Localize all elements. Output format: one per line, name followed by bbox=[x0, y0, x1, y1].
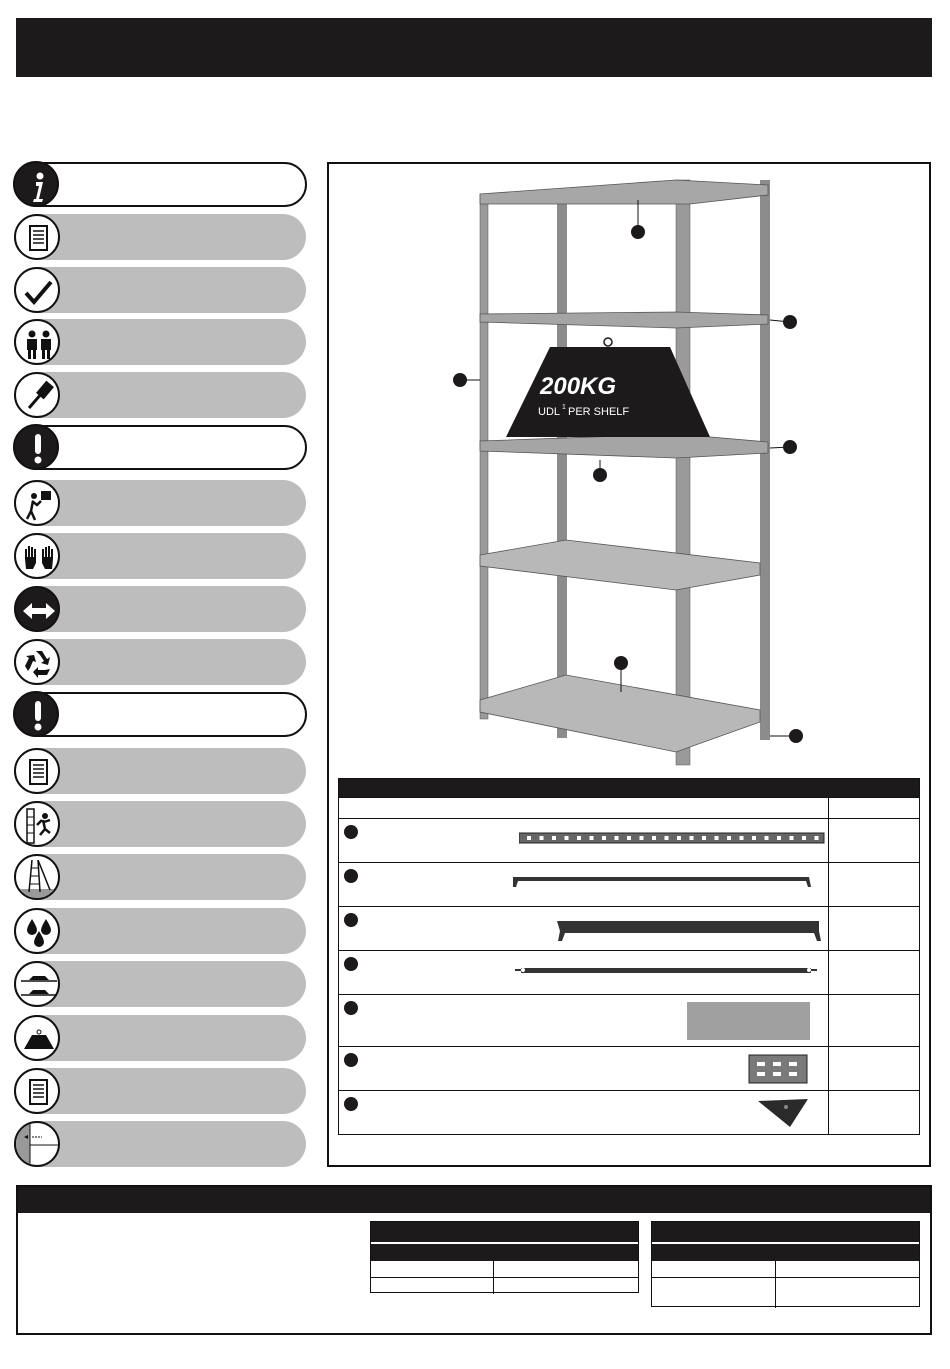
bottom-text bbox=[28, 1221, 348, 1321]
post-hole bbox=[715, 836, 719, 840]
sidebar-item-tools bbox=[14, 372, 306, 418]
post-hole bbox=[627, 836, 631, 840]
svg-text:1: 1 bbox=[562, 404, 566, 411]
page-title-bar bbox=[16, 18, 932, 77]
post-hole bbox=[690, 836, 694, 840]
long-beam-image bbox=[509, 873, 819, 895]
connector-image bbox=[747, 1053, 811, 1085]
shelving-illustration bbox=[440, 170, 810, 770]
callout-dot-1 bbox=[631, 225, 645, 239]
post-hole bbox=[540, 836, 544, 840]
table-row bbox=[339, 1046, 919, 1090]
shelf-top bbox=[480, 180, 768, 204]
sidebar-item-warning bbox=[14, 425, 307, 470]
callout-dot-5 bbox=[593, 468, 607, 482]
sidebar-item-moisture bbox=[14, 908, 306, 954]
centre-support-image bbox=[515, 963, 825, 979]
table-row bbox=[339, 994, 919, 1046]
post-hole bbox=[727, 836, 731, 840]
post-hole bbox=[790, 836, 794, 840]
post-hole bbox=[677, 836, 681, 840]
post-hole bbox=[552, 836, 556, 840]
shelf-2 bbox=[480, 312, 768, 328]
sidebar-item-wall-fixing bbox=[14, 1121, 306, 1167]
parts-table bbox=[338, 778, 920, 1135]
sidebar-item-recycle bbox=[14, 639, 306, 685]
recycle-icon bbox=[14, 639, 60, 685]
post-hole bbox=[590, 836, 594, 840]
weight-label: 200KG bbox=[540, 373, 617, 400]
sidebar-item-load-distribution bbox=[14, 961, 306, 1007]
water-drops-icon bbox=[14, 908, 60, 954]
document-icon bbox=[14, 214, 60, 260]
climbing-person-icon bbox=[14, 801, 60, 847]
post-hole bbox=[702, 836, 706, 840]
callout-dot-3 bbox=[453, 373, 467, 387]
sidebar-item-checklist bbox=[14, 267, 306, 313]
rubber-mallet-icon bbox=[14, 372, 60, 418]
spec-table-left bbox=[370, 1221, 639, 1293]
bottom-section-header bbox=[18, 1187, 930, 1213]
document-icon bbox=[14, 748, 60, 794]
post-hole bbox=[640, 836, 644, 840]
sidebar-item-two-person bbox=[14, 319, 306, 365]
gloves-icon bbox=[14, 533, 60, 579]
post-hole bbox=[665, 836, 669, 840]
post-hole bbox=[577, 836, 581, 840]
per-shelf-label: PER SHELF bbox=[568, 406, 630, 418]
callout-dot-6 bbox=[614, 656, 628, 670]
table-row bbox=[339, 862, 919, 906]
info-icon bbox=[13, 161, 59, 207]
shelf-5 bbox=[480, 675, 760, 752]
table-row bbox=[339, 950, 919, 994]
table-row bbox=[339, 1090, 919, 1134]
sidebar-item-space bbox=[14, 586, 306, 632]
post-hole bbox=[777, 836, 781, 840]
back-left-upright bbox=[557, 198, 567, 738]
shelf-3 bbox=[480, 434, 768, 458]
foot-image bbox=[754, 1095, 814, 1131]
sidebar-item-document bbox=[14, 214, 306, 260]
post-hole bbox=[615, 836, 619, 840]
sidebar-item-info bbox=[14, 162, 307, 207]
warning-icon bbox=[13, 691, 59, 737]
table-row bbox=[339, 818, 919, 862]
wall-fixing-icon bbox=[14, 1121, 60, 1167]
front-right-upright bbox=[676, 180, 690, 765]
front-left-upright bbox=[480, 194, 488, 719]
post-hole bbox=[652, 836, 656, 840]
callout-dot-4 bbox=[783, 440, 797, 454]
sidebar-item-load bbox=[14, 1015, 306, 1061]
udl-label: UDL bbox=[538, 406, 561, 418]
document-icon bbox=[14, 1068, 60, 1114]
sidebar-item-document-2 bbox=[14, 748, 306, 794]
sidebar-item-warning-2 bbox=[14, 692, 307, 737]
shelf-board-image bbox=[687, 1002, 810, 1040]
parts-table-colheads bbox=[339, 797, 919, 818]
post-hole bbox=[802, 836, 806, 840]
post-hole bbox=[815, 836, 819, 840]
post-hole bbox=[565, 836, 569, 840]
single-load-icon bbox=[14, 1015, 60, 1061]
back-right-upright bbox=[760, 180, 770, 740]
table-row bbox=[339, 906, 919, 950]
checkmark-icon bbox=[14, 267, 60, 313]
upright-post-image bbox=[519, 831, 829, 847]
intro-text bbox=[16, 90, 932, 130]
load-distribution-icon bbox=[14, 961, 60, 1007]
warning-icon bbox=[13, 424, 59, 470]
sidebar-item-no-climbing bbox=[14, 801, 306, 847]
post-hole bbox=[740, 836, 744, 840]
double-arrow-icon bbox=[14, 586, 60, 632]
post-hole bbox=[752, 836, 756, 840]
parts-table-header bbox=[339, 779, 919, 797]
lifting-person-icon bbox=[14, 480, 60, 526]
sidebar-item-ladder bbox=[14, 854, 306, 900]
ladder-icon bbox=[14, 854, 60, 900]
short-beam-image bbox=[551, 917, 841, 943]
callout-dot-7 bbox=[789, 729, 803, 743]
callout-dot-2 bbox=[783, 315, 797, 329]
sidebar-item-document-3 bbox=[14, 1068, 306, 1114]
post-hole bbox=[602, 836, 606, 840]
sidebar-item-lifting bbox=[14, 480, 306, 526]
sidebar-item-gloves bbox=[14, 533, 306, 579]
two-people-icon bbox=[14, 319, 60, 365]
post-hole bbox=[527, 836, 531, 840]
shelf-4 bbox=[480, 540, 760, 590]
spec-table-right bbox=[651, 1221, 920, 1307]
post-hole bbox=[765, 836, 769, 840]
